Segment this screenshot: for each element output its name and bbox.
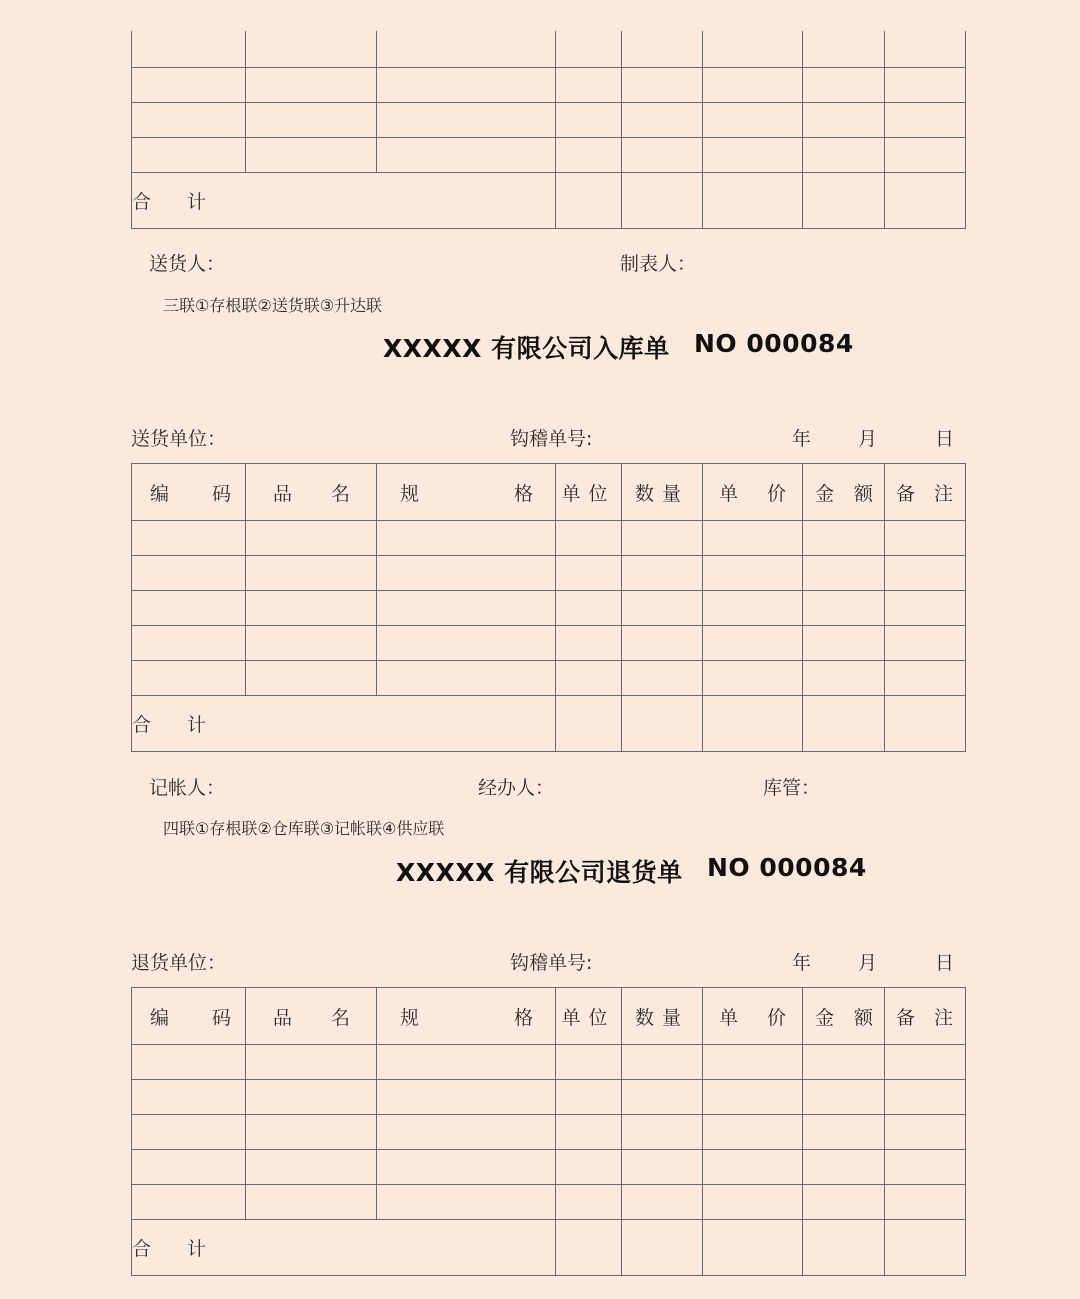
header-price: 单 价: [703, 464, 803, 521]
page-title: XXXXX 有限公司入库单: [383, 334, 670, 363]
table-header: [132, 988, 966, 1045]
table-row: [132, 556, 966, 591]
header-amount: 金 额: [803, 464, 885, 521]
order-number-label: 钩稽单号:: [510, 952, 593, 974]
table-row: [132, 626, 966, 661]
return-table: [131, 987, 966, 1276]
delivery-unit-label: 送货单位：: [131, 428, 227, 450]
header-spec: 规 格: [377, 464, 556, 521]
total-label: 合 计: [132, 696, 556, 752]
document-number: NO 000084: [694, 329, 854, 358]
table-row: [132, 1045, 966, 1080]
header-name: 品 名: [246, 464, 377, 521]
table-row: [132, 137, 966, 172]
table-row: [132, 1080, 966, 1115]
table-row: [132, 1150, 966, 1185]
table-row: [132, 102, 966, 137]
header-code: 编 码: [132, 988, 246, 1045]
copies-note: 四联①存根联②仓库联③记帐联④供应联: [163, 819, 445, 838]
month-label: 月: [858, 952, 878, 974]
sender-label: 送货人：: [149, 253, 226, 275]
copies-note: 三联①存根联②送货联③升达联: [163, 296, 383, 315]
receipt-table: [131, 463, 966, 752]
year-label: 年: [792, 428, 812, 450]
month-label: 月: [858, 428, 878, 450]
day-label: 日: [935, 428, 955, 450]
header-name: 品 名: [246, 988, 377, 1045]
header-remarks: 备 注: [885, 464, 966, 521]
header-quantity: 数量: [622, 988, 703, 1045]
total-row: [132, 172, 966, 228]
header-spec: 规 格: [377, 988, 556, 1045]
table-row: [132, 521, 966, 556]
header-remarks: 备 注: [885, 988, 966, 1045]
header-unit: 单位: [556, 988, 622, 1045]
header-amount: 金 额: [803, 988, 885, 1045]
bookkeeper-label: 记帐人：: [149, 777, 226, 799]
total-label: 合 计: [132, 172, 556, 228]
table-row: [132, 67, 966, 102]
handler-label: 经办人：: [478, 777, 555, 799]
table-header: [132, 464, 966, 521]
table-row: [132, 591, 966, 626]
preparer-label: 制表人：: [620, 253, 697, 275]
year-label: 年: [792, 952, 812, 974]
total-row: [132, 696, 966, 752]
header-price: 单 价: [703, 988, 803, 1045]
table-row: [132, 1185, 966, 1220]
page-title: XXXXX 有限公司退货单: [396, 858, 683, 887]
day-label: 日: [935, 952, 955, 974]
header-quantity: 数量: [622, 464, 703, 521]
header-code: 编 码: [132, 464, 246, 521]
order-number-label: 钩稽单号:: [510, 428, 593, 450]
return-unit-label: 退货单位：: [131, 952, 227, 974]
delivery-table: [131, 31, 966, 229]
warehouse-label: 库管：: [763, 777, 821, 799]
document-number: NO 000084: [707, 853, 867, 882]
table-row: [132, 31, 966, 67]
table-row: [132, 1115, 966, 1150]
header-unit: 单位: [556, 464, 622, 521]
table-row: [132, 661, 966, 696]
total-label: 合 计: [132, 1220, 556, 1276]
total-row: [132, 1220, 966, 1276]
